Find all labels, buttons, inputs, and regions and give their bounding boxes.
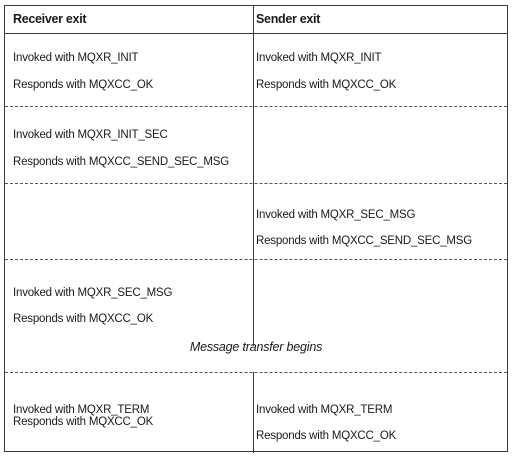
message-transfer-note: Message transfer begins [189, 340, 323, 354]
column-divider [253, 372, 254, 453]
column-divider [253, 6, 254, 106]
phase-separator [5, 106, 507, 107]
receiver-init-sec-responds: Responds with MQXCC_SEND_SEC_MSG [13, 156, 230, 168]
receiver-init-sec-invoked: Invoked with MQXR_INIT_SEC [13, 129, 168, 141]
receiver-init-invoked: Invoked with MQXR_INIT [13, 52, 139, 64]
sender-init-responds: Responds with MQXCC_OK [256, 79, 397, 91]
phase-separator [5, 259, 507, 260]
column-divider [253, 106, 254, 346]
sender-sec-msg-invoked: Invoked with MQXR_SEC_MSG [256, 209, 416, 221]
phase-separator [5, 372, 507, 373]
sender-init-invoked: Invoked with MQXR_INIT [256, 52, 382, 64]
receiver-sec-msg-invoked: Invoked with MQXR_SEC_MSG [13, 287, 173, 299]
exit-sequence-table [4, 5, 508, 452]
sender-exit-header: Sender exit [256, 12, 321, 26]
receiver-sec-msg-responds: Responds with MQXCC_OK [13, 313, 154, 325]
receiver-term-responds: Responds with MQXCC_OK [13, 416, 154, 428]
sender-term-invoked: Invoked with MQXR_TERM [256, 404, 393, 416]
table-header-row [5, 6, 507, 34]
sender-sec-msg-responds: Responds with MQXCC_SEND_SEC_MSG [256, 235, 473, 247]
receiver-exit-header: Receiver exit [13, 12, 87, 26]
receiver-term-invoked: Invoked with MQXR_TERM [13, 404, 150, 416]
phase-separator [5, 183, 507, 184]
receiver-init-responds: Responds with MQXCC_OK [13, 79, 154, 91]
sender-term-responds: Responds with MQXCC_OK [256, 430, 397, 442]
